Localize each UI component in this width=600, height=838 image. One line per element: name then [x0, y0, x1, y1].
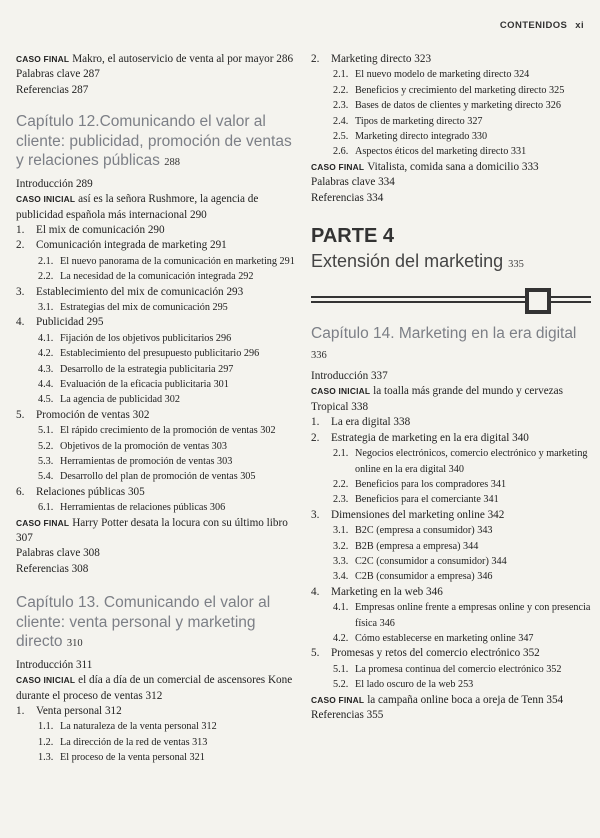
subsection-title: El proceso de la venta personal 321 [60, 752, 205, 764]
section-entry [311, 415, 591, 430]
subsection-title: Beneficios para el comerciante 341 [355, 494, 499, 506]
subsection-title: El nuevo panorama de la comunicación en marketing 291 [60, 255, 295, 267]
chapter-title-text: Capítulo 12.Comunicando el valor al cliente: publicidad, promoción de ventas y relaciones públicas [16, 113, 292, 170]
subsection-entry [311, 569, 591, 584]
subsection-number: 2.6. [333, 146, 349, 158]
subsection-entry [311, 554, 591, 569]
subsection-title: Negocios electrónicos, comercio electrónico y marketing online en la era digital 340 [355, 448, 588, 475]
section-number: 2. [311, 53, 320, 65]
subsection-number: 2.1. [333, 69, 349, 81]
subsection-title: El lado oscuro de la web 253 [355, 679, 474, 691]
subsection-number: 1.2. [38, 736, 54, 748]
caso-inicial [16, 673, 298, 704]
case-text: la campaña online boca a oreja de Tenn 354 [367, 693, 564, 706]
subsection-title: Objetivos de la promoción de ventas 303 [60, 440, 227, 452]
subsection-number: 4.1. [333, 602, 349, 614]
section-title: Comunicación integrada de marketing 291 [36, 239, 227, 252]
subsection-title: Tipos de marketing directo 327 [355, 115, 483, 127]
subsection-number: 2.2. [333, 478, 349, 490]
subsection-number: 3.2. [333, 540, 349, 552]
section-entry [16, 223, 298, 238]
subsection-entry [16, 750, 298, 765]
subsection-number: 3.3. [333, 555, 349, 567]
case-label: CASO FINAL [311, 161, 365, 172]
part-title [311, 248, 591, 278]
case-label: CASO FINAL [311, 694, 365, 705]
subsection-number: 2.1. [333, 448, 349, 460]
subsection-title: B2C (empresa a consumidor) 343 [355, 525, 493, 537]
part-label: PARTE 4 [311, 225, 394, 248]
case-text: Vitalista, comida sana a domicilio 333 [367, 160, 539, 173]
section-entry [311, 431, 591, 446]
part-divider [311, 288, 591, 314]
subsection-entry [311, 446, 591, 477]
subsection-number: 2.5. [333, 131, 349, 143]
subsection-title: La naturaleza de la venta personal 312 [60, 721, 217, 733]
subsection-number: 4.2. [333, 632, 349, 644]
subsection-title: La promesa continua del comercio electrónico 352 [355, 663, 562, 675]
subsection-number: 2.3. [333, 100, 349, 112]
subsection-entry [311, 523, 591, 538]
subsection-number: 4.5. [38, 394, 54, 406]
subsection-number: 4.3. [38, 363, 54, 375]
subsection-number: 2.2. [333, 84, 349, 96]
intro-entry: Introducción 337 [311, 370, 388, 383]
reference-entry: Palabras clave 334 [311, 176, 395, 189]
subsection-title: Evaluación de la eficacia publicitaria 301 [60, 379, 229, 390]
section-number: 1. [16, 223, 25, 236]
subsection-entry [311, 631, 591, 646]
intro-entry: Introducción 311 [16, 658, 93, 671]
section-title: Dimensiones del marketing online 342 [331, 508, 505, 521]
subsection-entry [16, 269, 298, 284]
subsection-entry [311, 492, 591, 507]
subsection-title: Desarrollo del plan de promoción de ventas 305 [60, 471, 256, 483]
subsection-number: 2.1. [38, 255, 54, 267]
caso-final [311, 693, 591, 708]
subsection-number: 5.2. [38, 440, 54, 452]
subsection-entry [16, 377, 298, 392]
section-title: El mix de comunicación 290 [36, 223, 165, 236]
section-title: Estrategia de marketing en la era digital 340 [331, 431, 529, 444]
subsection-entry [311, 677, 591, 692]
subsection-title: Aspectos éticos del marketing directo 331 [355, 146, 527, 158]
section-number: 3. [16, 285, 25, 298]
section-entry [16, 315, 298, 330]
subsection-entry [311, 600, 591, 631]
subsection-title: El nuevo modelo de marketing directo 324 [355, 69, 530, 81]
case-label: CASO INICIAL [311, 386, 371, 397]
case-label: CASO INICIAL [16, 675, 76, 686]
subsection-entry [16, 454, 298, 469]
subsection-number: 6.1. [38, 502, 54, 514]
caso-inicial [16, 192, 298, 223]
subsection-number: 4.2. [38, 348, 54, 360]
section-entry [16, 485, 298, 500]
section-title: Publicidad 295 [36, 316, 104, 329]
subsection-title: El rápido crecimiento de la promoción de ventas 302 [60, 425, 276, 437]
chapter-page: 336 [311, 349, 327, 361]
subsection-entry [16, 362, 298, 377]
section-number: 3. [311, 508, 320, 521]
chapter-title-text: Capítulo 14. Marketing en la era digital [311, 325, 577, 343]
subsection-title: B2B (empresa a empresa) 344 [355, 540, 479, 552]
caso-final [311, 160, 591, 175]
case-label: CASO INICIAL [16, 194, 76, 205]
subsection-number: 1.3. [38, 752, 54, 764]
section-title: Relaciones públicas 305 [36, 485, 145, 498]
reference-entry: Referencias 308 [16, 562, 89, 575]
chapter-13-title [16, 593, 298, 654]
subsection-title: Marketing directo integrado 330 [355, 131, 488, 143]
section-number: 2. [16, 239, 25, 252]
subsection-entry [311, 114, 591, 129]
chapter-title-text: Capítulo 13. Comunicando el valor al cliente: venta personal y marketing directo [16, 594, 271, 651]
section-title: Venta personal 312 [36, 705, 122, 717]
section-title: Promoción de ventas 302 [36, 408, 150, 421]
section-number: 2. [311, 431, 320, 444]
subsection-entry [16, 735, 298, 750]
reference-entry: Referencias 287 [16, 83, 89, 96]
subsection-number: 4.4. [38, 379, 54, 390]
subsection-entry [16, 719, 298, 734]
subsection-title: Desarrollo de la estrategia publicitaria 297 [60, 363, 234, 375]
part-page: 335 [508, 259, 524, 271]
subsection-title: Fijación de los objetivos publicitarios 296 [60, 332, 232, 344]
section-number: 5. [311, 647, 320, 660]
subsection-entry [16, 300, 298, 315]
reference-entry: Palabras clave 308 [16, 547, 100, 560]
case-text: así es la señora Rushmore, la agencia de publicidad española más internacional 290 [16, 193, 259, 221]
subsection-entry [16, 331, 298, 346]
chapter-14-title [311, 324, 591, 365]
section-entry [311, 508, 591, 523]
subsection-title: Establecimiento del presupuesto publicitario 296 [60, 348, 260, 360]
section-number: 1. [311, 416, 320, 429]
section-entry [16, 408, 298, 423]
subsection-number: 4.1. [38, 332, 54, 344]
section-entry [16, 285, 298, 300]
subsection-number: 2.3. [333, 494, 349, 506]
chapter-page: 288 [164, 157, 180, 169]
subsection-title: La dirección de la red de ventas 313 [60, 736, 208, 748]
case-text: Harry Potter desata la locura con su último libro 307 [16, 516, 288, 545]
subsection-title: La agencia de publicidad 302 [60, 394, 180, 406]
section-entry [311, 646, 591, 661]
subsection-entry [16, 469, 298, 484]
header-title: CONTENIDOS [499, 20, 568, 31]
subsection-number: 2.2. [38, 271, 54, 283]
subsection-title: Cómo establecerse en marketing online 347 [355, 632, 534, 644]
subsection-entry [16, 439, 298, 454]
subsection-entry [311, 539, 591, 554]
subsection-title: C2C (consumidor a consumidor) 344 [355, 555, 507, 567]
subsection-entry [311, 129, 591, 144]
section-title: Marketing directo 323 [331, 53, 432, 65]
subsection-entry [311, 67, 591, 82]
section-title: Promesas y retos del comercio electrónico 352 [331, 647, 540, 660]
subsection-number: 2.4. [333, 115, 349, 127]
subsection-title: Herramientas de promoción de ventas 303 [60, 456, 233, 468]
section-title: Establecimiento del mix de comunicación 293 [36, 285, 244, 298]
page-number: xi [575, 20, 584, 31]
subsection-entry [311, 83, 591, 98]
case-text: el día a día de un comercial de ascensores Kone durante el proceso de ventas 312 [16, 674, 293, 702]
subsection-number: 1.1. [38, 721, 54, 733]
running-header [500, 20, 584, 31]
subsection-title: Herramientas de relaciones públicas 306 [60, 502, 226, 514]
subsection-title: Empresas online frente a empresas online y con presencia física 346 [355, 602, 591, 629]
section-title: La era digital 338 [331, 416, 411, 429]
subsection-entry [311, 662, 591, 677]
case-text: la toalla más grande del mundo y cervezas Tropical 338 [311, 385, 563, 413]
section-entry [16, 704, 298, 719]
section-number: 1. [16, 705, 25, 717]
subsection-number: 3.4. [333, 571, 349, 583]
subsection-entry [311, 98, 591, 113]
reference-entry: Referencias 355 [311, 709, 384, 721]
subsection-number: 5.2. [333, 679, 349, 691]
section-number: 4. [16, 316, 25, 329]
intro-entry: Introducción 289 [16, 177, 93, 190]
reference-entry: Referencias 334 [311, 191, 384, 204]
case-label: CASO FINAL [16, 54, 70, 64]
subsection-entry [16, 500, 298, 515]
caso-final [16, 516, 298, 547]
reference-entry: Palabras clave 287 [16, 68, 100, 81]
section-title: Marketing en la web 346 [331, 585, 443, 598]
subsection-entry [311, 477, 591, 492]
subsection-title: C2B (consumidor a empresa) 346 [355, 571, 493, 583]
chapter-page: 310 [66, 638, 83, 650]
subsection-number: 3.1. [333, 525, 349, 537]
caso-final [16, 52, 298, 67]
case-text: Makro, el autoservicio de venta al por mayor 286 [72, 53, 294, 65]
chapter-12-title [16, 112, 298, 173]
subsection-number: 5.3. [38, 456, 54, 468]
subsection-number: 3.1. [38, 301, 54, 313]
section-number: 6. [16, 485, 25, 498]
subsection-entry [16, 423, 298, 438]
caso-inicial [311, 384, 591, 415]
left-column [16, 52, 298, 766]
section-entry [311, 585, 591, 600]
part-title-text: Extensión del marketing [311, 251, 509, 272]
subsection-entry [311, 144, 591, 159]
subsection-number: 5.1. [38, 425, 54, 437]
subsection-entry [16, 254, 298, 269]
subsection-title: Estrategias del mix de comunicación 295 [60, 301, 228, 313]
subsection-entry [16, 346, 298, 361]
section-number: 4. [311, 585, 320, 598]
subsection-entry [16, 392, 298, 407]
case-label: CASO FINAL [16, 517, 70, 528]
subsection-number: 5.1. [333, 663, 349, 675]
subsection-title: Bases de datos de clientes y marketing directo 326 [355, 100, 561, 112]
subsection-title: Beneficios y crecimiento del marketing directo 325 [355, 84, 565, 96]
divider-square-icon [525, 288, 551, 314]
subsection-title: Beneficios para los compradores 341 [355, 478, 507, 490]
section-entry [16, 238, 298, 253]
right-column [311, 52, 591, 723]
subsection-number: 5.4. [38, 471, 54, 483]
section-entry [311, 52, 591, 67]
subsection-title: La necesidad de la comunicación integrada 292 [60, 271, 254, 283]
section-number: 5. [16, 408, 25, 421]
